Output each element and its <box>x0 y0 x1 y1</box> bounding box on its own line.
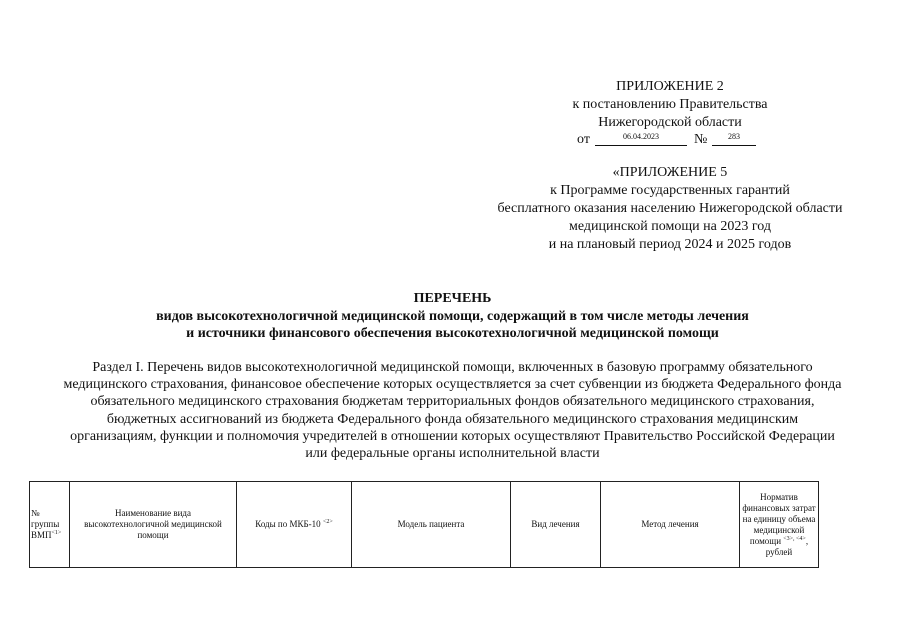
col-cost-norm <box>740 482 819 568</box>
number-field: 283 <box>712 132 756 146</box>
list-subtitle-line2: и источники финансового обеспечения высокотехнологичной медицинской помощи <box>186 326 719 341</box>
appendix5-line4: и на плановый период 2024 и 2025 годов <box>548 237 792 252</box>
section-line1: Раздел I. Перечень видов высокотехнологичной медицинской помощи, включенных в базовую программу обязательного <box>92 360 813 375</box>
list-subtitle-line1: видов высокотехнологичной медицинской помощи, содержащий в том числе методы лечения <box>156 309 749 324</box>
section-line6: или федеральные органы исполнительной власти <box>305 446 600 461</box>
table-header-row <box>30 482 819 568</box>
col-group-number-label: № группы ВМП <box>31 508 60 540</box>
appendix2-line1: к постановлению Правительства <box>572 97 768 112</box>
appendix5-line1: к Программе государственных гарантий <box>550 183 790 198</box>
date-from-label: от <box>577 132 590 147</box>
appendix2-title: ПРИЛОЖЕНИЕ 2 <box>616 79 724 94</box>
col-icd-codes <box>237 482 352 568</box>
footnote-2: <2> <box>322 519 333 525</box>
footnote-1: <1> <box>51 530 62 536</box>
appendix5-title: «ПРИЛОЖЕНИЕ 5 <box>612 165 728 180</box>
col-treatment-type: Вид лечения <box>511 482 601 568</box>
section-line3: обязательного медицинского страхования бюджетам территориальных фондов обязательного медицинского страхования, <box>90 394 815 409</box>
vmp-table <box>29 481 819 568</box>
date-field: 06.04.2023 <box>595 132 687 146</box>
number-label: № <box>694 132 708 147</box>
appendix2-line2: Нижегородской области <box>598 115 742 130</box>
footnote-3-4: <3>, <4> <box>783 535 806 542</box>
col-vmp-name: Наименование вида высокотехнологичной медицинской помощи <box>70 482 237 568</box>
col-icd-codes-label: Коды по МКБ-10 <box>255 519 321 529</box>
section-line4: бюджетных ассигнований из бюджета Федерального фонда обязательного медицинского страхования медицинским <box>106 412 799 427</box>
col-group-number <box>30 482 70 568</box>
appendix5-line2: бесплатного оказания населению Нижегородской области <box>497 201 843 216</box>
col-patient-model: Модель пациента <box>352 482 511 568</box>
list-title: ПЕРЕЧЕНЬ <box>413 291 492 306</box>
col-cost-norm-unit: , рублей <box>765 535 809 557</box>
appendix5-line3: медицинской помощи на 2023 год <box>569 219 771 234</box>
section-line5: организациям, функции и полномочия учредителей в отношении которых осуществляют Правительство Российской Федерации <box>70 429 835 444</box>
col-cost-norm-label: Норматив финансовых затрат на единицу объема медицинской помощи <box>742 491 816 546</box>
section-line2: медицинского страхования, финансовое обеспечение которых осуществляется за счет субвенции из бюджета Федерального фонда <box>63 377 842 392</box>
col-treatment-method: Метод лечения <box>601 482 740 568</box>
